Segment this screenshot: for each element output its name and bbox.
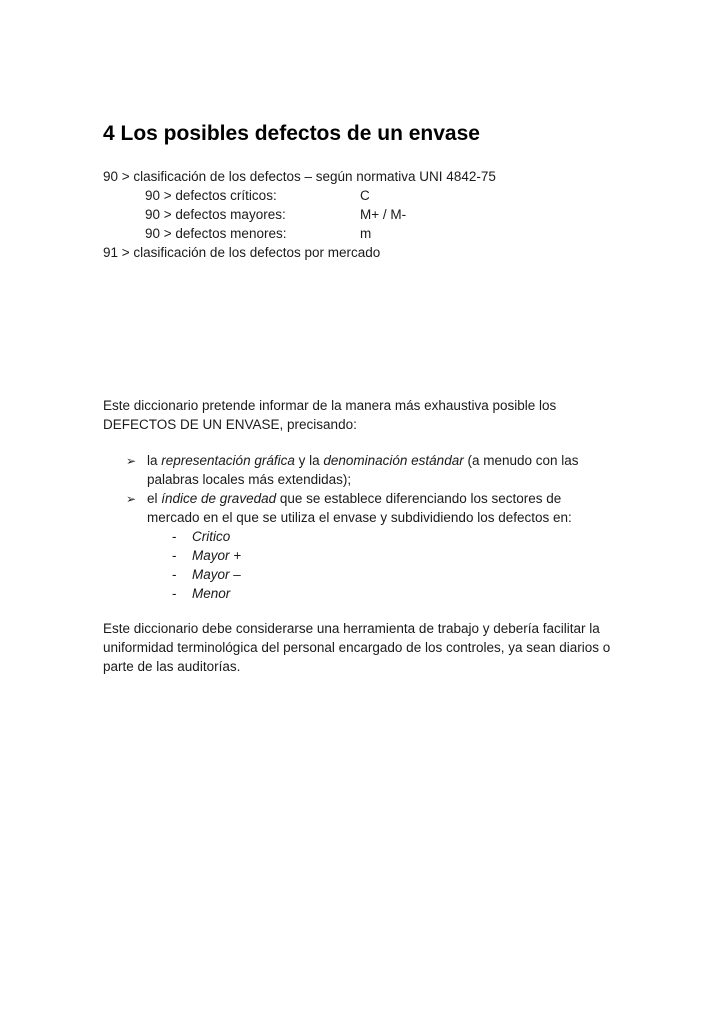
defect-value: M+ / M- bbox=[360, 207, 407, 222]
severity-label: Menor bbox=[192, 586, 231, 601]
severity-list bbox=[147, 527, 615, 603]
text-segment-italic: índice de gravedad bbox=[161, 491, 277, 506]
defect-label: 90 > defectos mayores: bbox=[145, 207, 286, 222]
defect-row bbox=[103, 186, 615, 205]
text-segment-italic: denominación estándar bbox=[323, 453, 464, 468]
text-segment: (a menudo con las palabras locales más extendidas); bbox=[147, 453, 579, 487]
page-title: 4 Los posibles defectos de un envase bbox=[103, 122, 480, 145]
severity-label: Mayor + bbox=[192, 548, 242, 563]
defect-label: 90 > defectos menores: bbox=[145, 226, 287, 241]
intro-paragraph: Este diccionario pretende informar de la manera más exhaustiva posible los DEFECTOS DE UN ENVASE, precisando: bbox=[103, 398, 557, 432]
severity-item bbox=[172, 527, 615, 546]
dash-icon: - bbox=[172, 586, 177, 601]
defect-label: 90 > defectos críticos: bbox=[145, 188, 277, 203]
classification-intro-line: 90 > clasificación de los defectos – según normativa UNI 4842-75 bbox=[103, 169, 496, 184]
severity-item bbox=[172, 584, 615, 603]
defect-value: m bbox=[360, 226, 372, 241]
severity-item bbox=[172, 565, 615, 584]
bullet-text bbox=[147, 491, 572, 525]
bullet-list bbox=[103, 451, 615, 603]
bullet-item bbox=[103, 489, 615, 603]
bullet-text bbox=[147, 453, 579, 487]
arrow-bullet-icon: ➢ bbox=[126, 454, 137, 468]
defect-row bbox=[103, 205, 615, 224]
severity-label: Critico bbox=[192, 529, 231, 544]
severity-label: Mayor – bbox=[192, 567, 241, 582]
classification-market-line: 91 > clasificación de los defectos por mercado bbox=[103, 245, 381, 260]
closing-paragraph: Este diccionario debe considerarse una herramienta de trabajo y debería facilitar la uniformidad terminológica del personal encargado de los controles, ya sean diarios o parte de las auditorías. bbox=[103, 621, 611, 674]
text-segment: el bbox=[147, 491, 162, 506]
text-segment: y la bbox=[294, 453, 324, 468]
text-segment: la bbox=[147, 453, 162, 468]
text-segment-italic: representación gráfica bbox=[161, 453, 295, 468]
arrow-bullet-icon: ➢ bbox=[126, 492, 137, 506]
dash-icon: - bbox=[172, 567, 177, 582]
defect-row bbox=[103, 224, 615, 243]
severity-item bbox=[172, 546, 615, 565]
text-segment: que se establece diferenciando los sectores de mercado en el que se utiliza el envase y subdividiendo los defectos en: bbox=[147, 491, 572, 525]
classification-section bbox=[103, 167, 615, 262]
page-content bbox=[103, 121, 615, 676]
defect-value: C bbox=[360, 188, 370, 203]
bullet-item bbox=[103, 451, 615, 489]
dash-icon: - bbox=[172, 548, 177, 563]
dash-icon: - bbox=[172, 529, 177, 544]
